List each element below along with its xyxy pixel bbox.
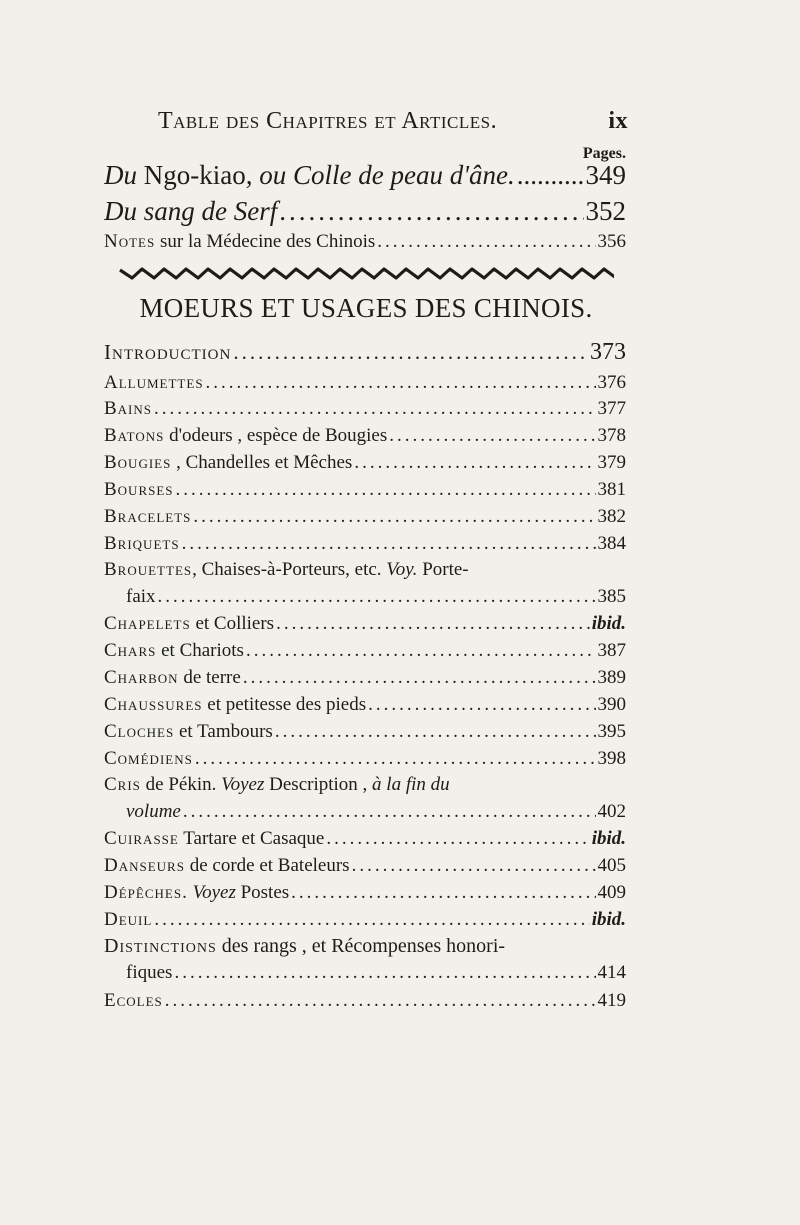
entry-head: Chars [104, 640, 157, 661]
leader-dots [389, 425, 595, 447]
leader-dots [165, 990, 596, 1012]
toc-entry-briquets [104, 533, 626, 555]
toc-entry-bourses [104, 479, 626, 501]
entry-title: Du sang de Serf [104, 196, 278, 226]
leader-dots [206, 372, 596, 394]
entry-head: Bourses [104, 479, 174, 500]
toc-entry-distinctions-cont [126, 962, 626, 984]
entry-head: Dépêches. [104, 882, 188, 903]
entry-page: 402 [597, 801, 626, 822]
entry-rest: , Chandelles et Mêches [171, 452, 353, 473]
header-title: Table des Chapitres et Articles. [158, 108, 498, 134]
leader-dots [174, 962, 595, 984]
leader-dots [243, 667, 596, 689]
entry-head: Bracelets [104, 506, 192, 527]
entry-head: Ecoles [104, 990, 163, 1011]
entry-page: 398 [597, 748, 626, 769]
entry-rest2: Postes [235, 882, 290, 903]
entry-rest: des rangs , et Récompenses honori- [216, 935, 506, 957]
toc-entry-notes-medecine [104, 231, 626, 253]
toc-entry-comediens [104, 748, 626, 770]
entry-rest: Tartare et Casaque [178, 828, 325, 849]
leader-dots [279, 196, 583, 227]
toc-entry-bougies [104, 452, 626, 474]
leader-dots [182, 533, 596, 555]
running-header [158, 108, 628, 142]
entry-head: Chapelets [104, 613, 191, 634]
leader-dots [326, 828, 589, 850]
entry-rest: d'odeurs , espèce de Bougies [164, 425, 388, 446]
entry-head: Cris [104, 774, 141, 795]
entry-page: 385 [597, 586, 626, 607]
entry-head: Bougies [104, 452, 172, 473]
leader-dots [195, 748, 596, 770]
toc-entry-distinctions [104, 935, 626, 958]
entry-head: Brouettes [104, 559, 193, 580]
entry-cont: faix [126, 586, 156, 607]
leader-dots [233, 340, 588, 365]
entry-page: 378 [597, 425, 626, 446]
entry-head: Bains [104, 398, 153, 419]
toc-entry-chaussures [104, 694, 626, 716]
toc-entry-cris-cont [126, 801, 626, 823]
entry-page: 409 [597, 882, 626, 903]
leader-dots [183, 801, 596, 823]
toc-entry-bains [104, 398, 626, 420]
entry-prefix: Du [104, 160, 137, 190]
entry-page: 352 [585, 196, 626, 226]
entry-page: 389 [597, 667, 626, 688]
leader-dots [517, 160, 584, 191]
entry-ref: Voyez [221, 774, 265, 795]
entry-rest: de terre [178, 667, 241, 688]
toc-entry-ngo-kiao [104, 160, 626, 191]
entry-head: Distinctions [104, 935, 217, 957]
toc-entry-danseurs [104, 855, 626, 877]
entry-rest2: Description , [264, 774, 368, 795]
entry-head: Briquets [104, 533, 180, 554]
entry-title: sur la Médecine des Chinois [159, 231, 376, 252]
entry-head: Batons [104, 425, 165, 446]
toc-entry-batons [104, 425, 626, 447]
entry-cont: volume [126, 801, 181, 822]
leader-dots [352, 855, 596, 877]
entry-page: 382 [597, 506, 626, 527]
entry-page: 419 [597, 990, 626, 1011]
toc-entry-depeches [104, 882, 626, 904]
entry-rest2: Porte- [417, 559, 469, 580]
entry-title: Ngo-kiao [143, 160, 246, 190]
entry-head: Comédiens [104, 748, 193, 769]
entry-rest: et petitesse des pieds [202, 694, 367, 715]
leader-dots [377, 231, 595, 253]
entry-page: 356 [597, 231, 626, 252]
leader-dots [291, 882, 595, 904]
leader-dots [158, 586, 596, 608]
entry-page: 384 [597, 533, 626, 554]
toc-entry-cris [104, 774, 626, 796]
leader-dots [354, 452, 595, 474]
entry-rest: , Chaises-à-Porteurs, etc. [192, 559, 382, 580]
toc-entry-charbon [104, 667, 626, 689]
entry-page: 373 [590, 339, 626, 365]
page-folio: ix [608, 108, 628, 134]
entry-head: Chaussures [104, 694, 203, 715]
entry-page: 395 [597, 721, 626, 742]
entry-ref: Voyez [187, 882, 236, 903]
section-title: MOEURS ET USAGES DES CHINOIS. [139, 293, 593, 323]
entry-page: 387 [597, 640, 626, 661]
entry-rest: et Colliers [190, 613, 275, 634]
entry-page: 381 [597, 479, 626, 500]
entry-head: Danseurs [104, 855, 185, 876]
leader-dots [154, 398, 595, 420]
entry-ref: Voy. [386, 559, 418, 580]
leader-dots [275, 721, 596, 743]
entry-page: 379 [597, 452, 626, 473]
toc-entry-deuil [104, 909, 626, 931]
entry-rest: et Tambours [174, 721, 273, 742]
wave-ornament [118, 264, 614, 282]
leader-dots [154, 909, 589, 931]
leader-dots [368, 694, 595, 716]
entry-page: 349 [585, 160, 626, 190]
toc-entry-cuirasse [104, 828, 626, 850]
leader-dots [276, 613, 590, 635]
entry-page: ibid. [591, 828, 626, 849]
toc-entry-bracelets [104, 506, 626, 528]
entry-head: Notes [104, 231, 156, 252]
entry-rest: et Chariots [156, 640, 244, 661]
entry-head: Allumettes [104, 372, 204, 393]
entry-page: 390 [597, 694, 626, 715]
entry-ref2: à la fin du [367, 774, 450, 795]
entry-page: 376 [597, 372, 626, 393]
entry-page: ibid. [591, 613, 626, 634]
leader-dots [193, 506, 595, 528]
entry-head: Charbon [104, 667, 179, 688]
entry-head: Cloches [104, 721, 175, 742]
leader-dots [176, 479, 596, 501]
toc-entry-brouettes [104, 559, 626, 581]
toc-entry-allumettes [104, 372, 626, 394]
entry-page: 405 [597, 855, 626, 876]
toc-entry-sang-de-serf [104, 196, 626, 227]
leader-dots [246, 640, 596, 662]
entry-head: Deuil [104, 909, 153, 930]
entry-suffix: , ou Colle de peau d'âne. [245, 160, 515, 190]
entry-cont: fiques [126, 962, 173, 983]
toc-entry-brouettes-cont [126, 586, 626, 608]
entry-page: 414 [597, 962, 626, 983]
entry-head: Introduction [104, 340, 232, 364]
toc-entry-ecoles [104, 990, 626, 1012]
entry-head: Cuirasse [104, 828, 179, 849]
entry-page: ibid. [591, 909, 626, 930]
toc-entry-chars [104, 640, 626, 662]
entry-rest: de corde et Bateleurs [184, 855, 350, 876]
pages-label: Pages. [582, 145, 626, 162]
toc-entry-chapelets [104, 613, 626, 635]
toc-entry-introduction [104, 339, 626, 366]
entry-page: 377 [597, 398, 626, 419]
entry-rest: de Pékin. [140, 774, 217, 795]
toc-entry-cloches [104, 721, 626, 743]
